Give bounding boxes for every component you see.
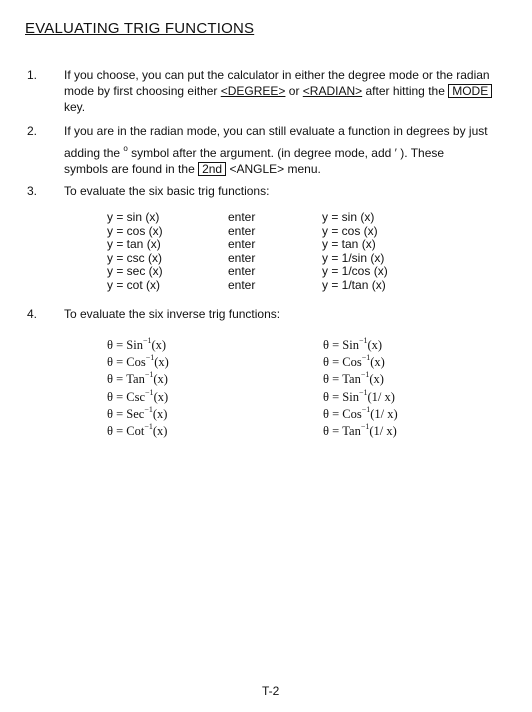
inverse-function-cell: θ = Csc$^{-1}$(x) [107,387,169,404]
calculator-entry-cell: y = cos (x) [322,223,378,238]
degree-option: <DEGREE> [220,84,286,98]
degree-symbol: o [123,144,128,153]
function-cell: y = cot (x) [107,277,161,292]
inverse-functions-table [107,336,437,439]
table-row [107,279,437,293]
table-row [107,370,437,387]
table-row [107,225,437,239]
enter-cell: enter [228,223,256,238]
item-number: 4. [27,307,38,321]
radian-option: <RADIAN> [302,84,363,98]
text-span: after hitting the [362,84,449,98]
text-span: <ANGLE> menu. [226,162,321,176]
table-row [107,336,437,353]
function-cell: y = sin (x) [107,210,160,224]
enter-cell: enter [228,264,256,279]
table-row [107,388,437,405]
calculator-entry-cell: θ = Tan$^{-1}$(1/ x) [323,421,397,438]
text-span: or [285,84,303,98]
enter-cell: enter [228,250,256,265]
calculator-entry-cell: y = sin (x) [322,210,375,224]
item-line [64,141,519,161]
item-text [64,67,519,115]
page-number: T-2 [262,684,280,698]
inverse-function-cell: θ = Cos$^{-1}$(x) [107,353,169,370]
enter-cell: enter [228,210,256,224]
text-span: mode by first choosing either [64,84,221,98]
function-cell: y = csc (x) [107,250,163,265]
table-row [107,211,437,225]
table-row [107,422,437,439]
calculator-entry-cell: θ = Cos$^{-1}$(1/ x) [323,404,398,421]
mode-key: MODE [448,84,492,98]
item-line [64,83,519,99]
text-span: adding the [64,146,124,160]
table-row [107,265,437,279]
item-line [64,161,519,177]
calculator-entry-cell: θ = Tan$^{-1}$(x) [323,370,384,387]
calculator-entry-cell: θ = Sin$^{-1}$(1/ x) [323,387,395,404]
item-number: 2. [27,124,38,138]
table-row [107,252,437,266]
item-text: To evaluate the six inverse trig functions: [64,307,281,321]
text-span: symbols are found in the [64,162,199,176]
item-line: If you choose, you can put the calculator in either the degree mode or the radian [64,68,490,82]
table-row [107,238,437,252]
enter-cell: enter [228,237,256,252]
calculator-entry-cell: θ = Cos$^{-1}$(x) [323,353,385,370]
calculator-entry-cell: y = 1/sin (x) [322,250,385,265]
item-number: 3. [27,184,38,198]
2nd-key: 2nd [198,162,226,176]
function-cell: y = tan (x) [107,237,161,252]
basic-functions-table [107,211,437,293]
inverse-function-cell: θ = Tan$^{-1}$(x) [107,370,168,387]
inverse-function-cell: θ = Sec$^{-1}$(x) [107,404,168,421]
item-text [64,123,519,177]
item-line: If you are in the radian mode, you can still evaluate a function in degrees by just [64,124,488,138]
calculator-entry-cell: y = 1/cos (x) [322,264,388,279]
calculator-entry-cell: y = tan (x) [322,237,376,252]
table-row [107,405,437,422]
function-cell: y = cos (x) [107,223,163,238]
calculator-entry-cell: θ = Sin$^{-1}$(x) [323,336,383,352]
item-text: To evaluate the six basic trig functions: [64,184,270,198]
item-line: key. [64,100,86,114]
page-title: EVALUATING TRIG FUNCTIONS [25,20,255,37]
enter-cell: enter [228,277,256,292]
inverse-function-cell: θ = Cot$^{-1}$(x) [107,421,168,438]
item-number: 1. [27,68,38,82]
table-row [107,353,437,370]
calculator-entry-cell: y = 1/tan (x) [322,277,386,292]
text-span: symbol after the argument. (in degree mode, add ′ ). These [127,146,445,160]
function-cell: y = sec (x) [107,264,163,279]
inverse-function-cell: θ = Sin$^{-1}$(x) [107,336,167,352]
